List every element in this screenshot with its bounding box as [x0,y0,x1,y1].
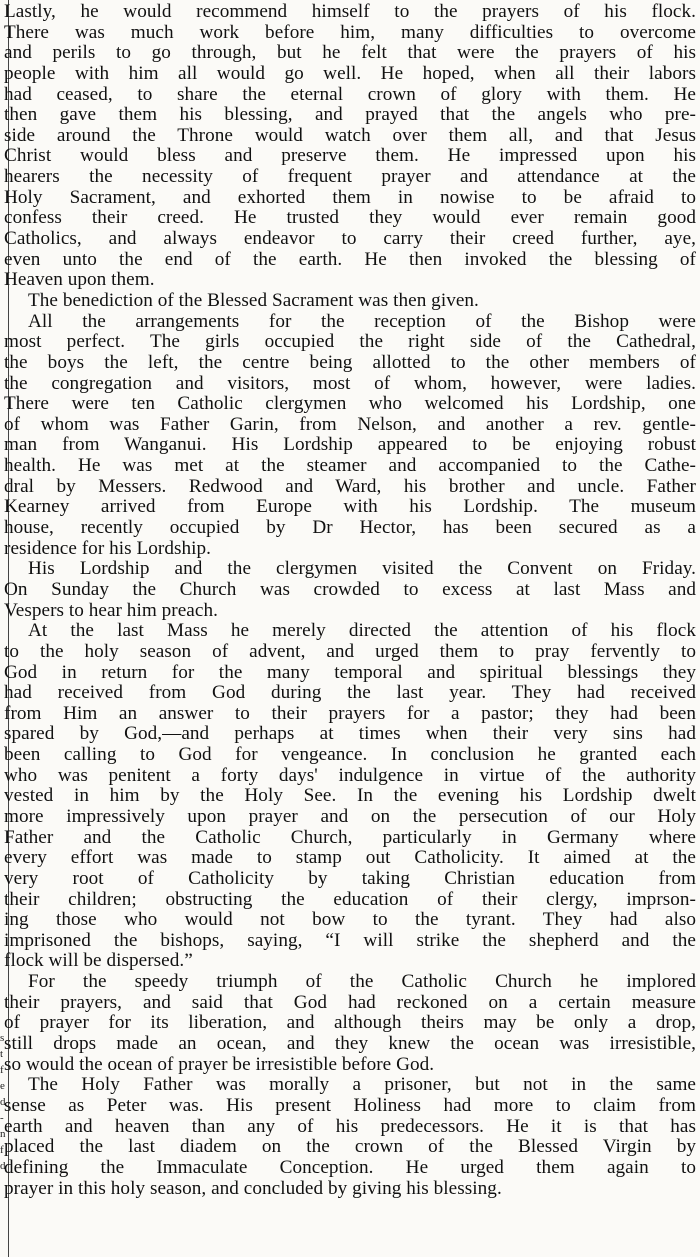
article-paragraph [4,621,696,972]
text-line: Holy Sacrament, and exhorted them in nowise to be afraid to [4,186,696,208]
text-line: earth and heaven than any of his predecessors. He it is that has [4,1115,696,1137]
text-line: The Holy Father was morally a prisoner, but not in the same [28,1074,696,1096]
text-line: then gave them his blessing, and prayed that the angels who pre- [4,104,696,126]
article-paragraph [4,291,696,312]
text-line: Catholics, and always endeavor to carry their creed further, aye, [4,228,696,250]
text-line: For the speedy triumph of the Catholic Church he implored [28,971,696,993]
text-line: their children; obstructing the education of their clergy, imprson- [4,888,696,910]
text-line: and perils to go through, but he felt that were the prayers of his [4,42,696,64]
text-line: imprisoned the bishops, saying, “I will strike the shepherd and the [4,929,696,951]
text-line: so would the ocean of prayer be irresistible before God. [4,1053,435,1075]
text-line: to the holy season of advent, and urged them to pray fervently to [4,640,696,662]
article-paragraph [4,1075,696,1199]
text-line: prayer in this holy season, and concluded by giving his blessing. [4,1177,502,1199]
text-line: hearers the necessity of frequent prayer and attendance at the [4,166,696,188]
text-line: of whom was Father Garin, from Nelson, and another a rev. gentle- [4,413,696,435]
text-line: had ceased, to share the eternal crown of glory with them. He [4,83,696,105]
text-line: of prayer for its liberation, and although theirs may be only a drop, [4,1012,696,1034]
text-line: At the last Mass he merely directed the attention of his flock [28,620,696,642]
text-line: every effort was made to stamp out Catholicity. It aimed at the [4,847,696,869]
margin-fragment: f [0,1144,4,1156]
text-line: On Sunday the Church was crowded to excess at last Mass and [4,578,696,600]
text-line: the boys the left, the centre being allotted to the other members of [4,351,696,373]
margin-fragment: d [0,1160,6,1172]
text-line: from Him an answer to their prayers for a pastor; they had been [4,702,696,724]
text-line: still drops made an ocean, and they knew the ocean was irresistible, [4,1033,696,1055]
text-line: ing those who would not bow to the tyrant. They had also [4,909,696,931]
margin-fragment: e [0,1080,5,1092]
text-line: man from Wanganui. His Lordship appeared to be enjoying robust [4,434,696,456]
text-line: All the arrangements for the reception of the Bishop were [28,310,696,332]
article-paragraph [4,972,696,1075]
text-line: health. He was met at the steamer and accompanied to the Cathe- [4,455,696,477]
text-line: Kearney arrived from Europe with his Lordship. The museum [4,496,696,518]
text-line: There were ten Catholic clergymen who welcomed his Lordship, one [4,393,696,415]
text-line: The benediction of the Blessed Sacrament was then given. [28,289,479,311]
text-line: very root of Catholicity by taking Christian education from [4,867,696,889]
text-line: Lastly, he would recommend himself to the prayers of his flock. [4,1,696,22]
text-line: Heaven upon them. [4,269,155,291]
text-line: flock will be dispersed.” [4,950,193,972]
margin-fragment: s [0,1032,5,1044]
text-line: sense as Peter was. His present Holiness had more to claim from [4,1094,696,1116]
text-line: who was penitent a forty days' indulgence in virtue of the authority [4,764,696,786]
text-line: the congregation and visitors, most of whom, however, were ladies. [4,372,696,394]
text-line: dral by Messers. Redwood and Ward, his brother and uncle. Father [4,475,696,497]
article-body [4,2,696,1199]
text-line: confess their creed. He trusted they would ever remain good [4,207,696,229]
text-line: residence for his Lordship. [4,537,212,559]
text-line: side around the Throne would watch over them all, and that Jesus [4,124,696,146]
margin-fragment: d [0,1096,6,1108]
text-line: Christ would bless and preserve them. He impressed upon his [4,145,696,167]
article-paragraph [4,559,696,621]
margin-fragment: - [0,1112,4,1124]
text-line: placed the last diadem on the crown of the Blessed Virgin by [4,1136,696,1158]
text-line: their prayers, and said that God had reckoned on a certain measure [4,991,696,1013]
margin-fragment: t [0,1048,4,1060]
text-line: spared by God,—and perhaps at times when their very sins had [4,723,696,745]
text-line: more impressively upon prayer and on the persecution of our Holy [4,805,696,827]
text-line: defining the Immaculate Conception. He urged them again to [4,1156,696,1178]
text-line: people with him all would go well. He hoped, when all their labors [4,62,696,84]
text-line: house, recently occupied by Dr Hector, has been secured as a [4,517,696,539]
text-line: Vespers to hear him preach. [4,599,218,621]
article-paragraph [4,312,696,560]
text-line: even unto the end of the earth. He then invoked the blessing of [4,248,696,270]
margin-fragment: n [0,1128,6,1140]
margin-fragment: f [0,1064,4,1076]
text-line: vested in him by the Holy See. In the evening his Lordship dwelt [4,785,696,807]
text-line: had received from God during the last year. They had received [4,682,696,704]
text-line: Father and the Catholic Church, particularly in Germany where [4,826,696,848]
text-line: most perfect. The girls occupied the right side of the Cathedral, [4,331,696,353]
text-line: God in return for the many temporal and spiritual blessings they [4,661,696,683]
text-line: been calling to God for vengeance. In conclusion he granted each [4,744,696,766]
article-paragraph [4,2,696,291]
text-line: His Lordship and the clergymen visited the Convent on Friday. [28,558,696,580]
text-line: There was much work before him, many difficulties to overcome [4,21,696,43]
